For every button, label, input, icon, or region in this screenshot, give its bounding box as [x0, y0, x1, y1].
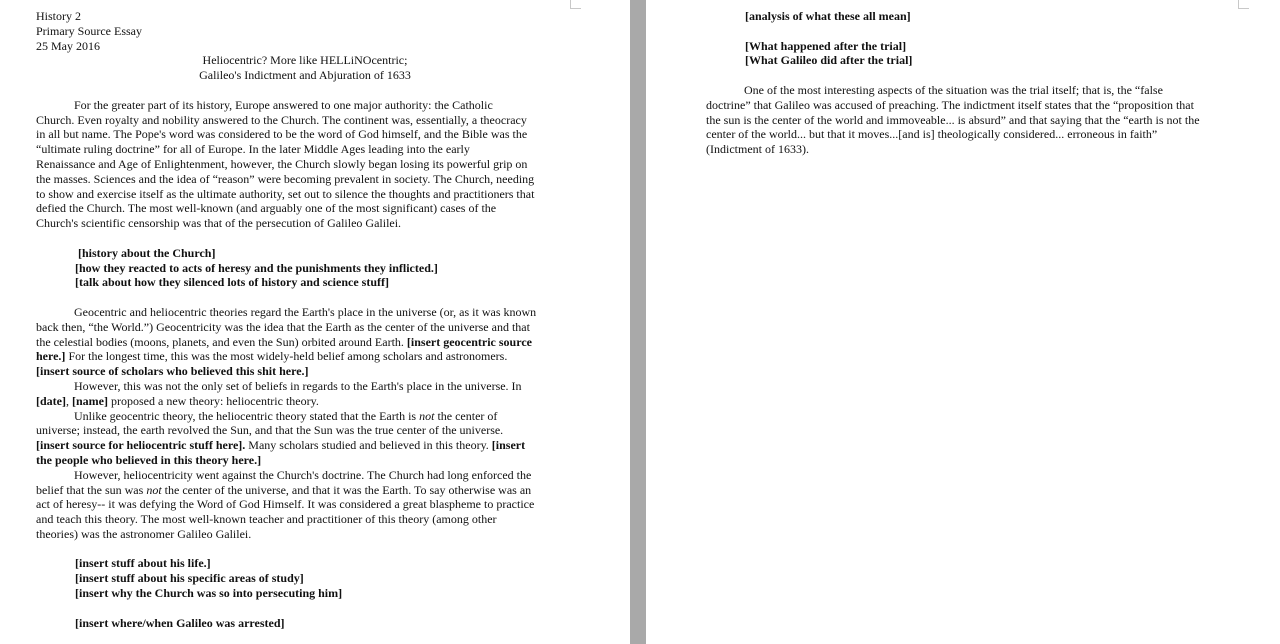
page-1-body[interactable]: [36, 9, 574, 630]
paragraph-intro: For the greater part of its history, Europe answered to one major authority: the Catholic Church. Even royalty and nobility answered to the Church. The continent was, essentially, a theocracy in all but name. The Pope's word was considered to be the word of God himself, and the Bible was the “ultimate ruling doctrine” for all of Europe. In the later Middle Ages leading into the early Renaissance and Age of Enlightenment, however, the Church slowly began losing its powerful grip on the masses. Sciences and the idea of “reason” were becoming prevalent in society. The Church, needing to show and exercise itself as the ultimate authority, set out to silence the thoughts and practitioners that defied the Church. The most well-known (and arguably one of the most significant) cases of the Church's scientific censorship was that of the persecution of Galileo Galilei.: [36, 97, 535, 231]
placeholder-block-church: [history about the Church] [how they reacted to acts of heresy and the punishments they inflicted.] [talk about how they silenced lots of history and science stuff]: [75, 245, 438, 290]
header-date: 25 May 2016: [36, 38, 100, 53]
essay-title: Heliocentric? More like HELLiNOcentric;: [202, 53, 408, 68]
paragraph-heliocentric-intro: However, this was not the only set of beliefs in regards to the Earth's place in the universe. In [date], [name] proposed a new theory: heliocentric theory.: [36, 378, 522, 408]
placeholder-block-galileo: [insert stuff about his life.] [insert stuff about his specific areas of study] [insert why the Church was so into persecuting him]: [75, 556, 343, 601]
placeholder-analysis: [analysis of what these all mean]: [745, 9, 911, 23]
essay-subtitle: Galileo's Indictment and Abjuration of 1633: [199, 68, 411, 83]
margin-corner-mark: [570, 0, 581, 9]
page-gap: [630, 0, 646, 644]
paragraph-heresy: However, heliocentricity went against the Church's doctrine. The Church had long enforced the belief that the sun was not the center of the universe, and that it was the Earth. To say otherwise was an act of heresy-- it was defying the Word of God Himself. It was considered a great blaspheme to practice and teach this theory. The most well-known teacher and practitioner of this theory (among other theories) was the astronomer Galileo Galilei.: [36, 467, 535, 541]
paragraph-heliocentric-theory: Unlike geocentric theory, the heliocentric theory stated that the Earth is not the center of universe; instead, the earth revolved the Sun, and that the Sun was the true center of the universe. [insert source for heliocentric stuff here]. Many scholars studied and believed in this theory. [insert the people who believed in this theory here.]: [36, 408, 526, 467]
header-assignment: Primary Source Essay: [36, 23, 142, 38]
paragraph-theories: Geocentric and heliocentric theories regard the Earth's place in the universe (or, as it was known back then, “the World.”) Geocentricity was the idea that the Earth as the center of the universe and that the celestial bodies (moons, planets, and even the Sun) orbited around Earth. [insert geocentric source here.] For the longest time, this was the most widely-held belief among scholars and astronomers. [insert source of scholars who believed this shit here.]: [36, 304, 537, 379]
page-2-body[interactable]: [706, 9, 1240, 157]
margin-corner-mark: [1238, 0, 1249, 9]
placeholder-galileo-after: [What Galileo did after the trial]: [745, 53, 913, 68]
placeholder-after-trial: [What happened after the trial]: [745, 38, 907, 53]
paragraph-trial: One of the most interesting aspects of the situation was the trial itself; that is, the “false doctrine” that Galileo was accused of preaching. The indictment itself states that the “proposition that the sun is the center of the world and immoveable... is absurd” and that saying that the “earth is not the center of the world... but that it moves...[and is] theologically considered... erroneous in faith” (Indictment of 1633).: [706, 82, 1200, 157]
header-course: History 2: [36, 9, 81, 23]
placeholder-arrest: [insert where/when Galileo was arrested]: [75, 615, 285, 630]
